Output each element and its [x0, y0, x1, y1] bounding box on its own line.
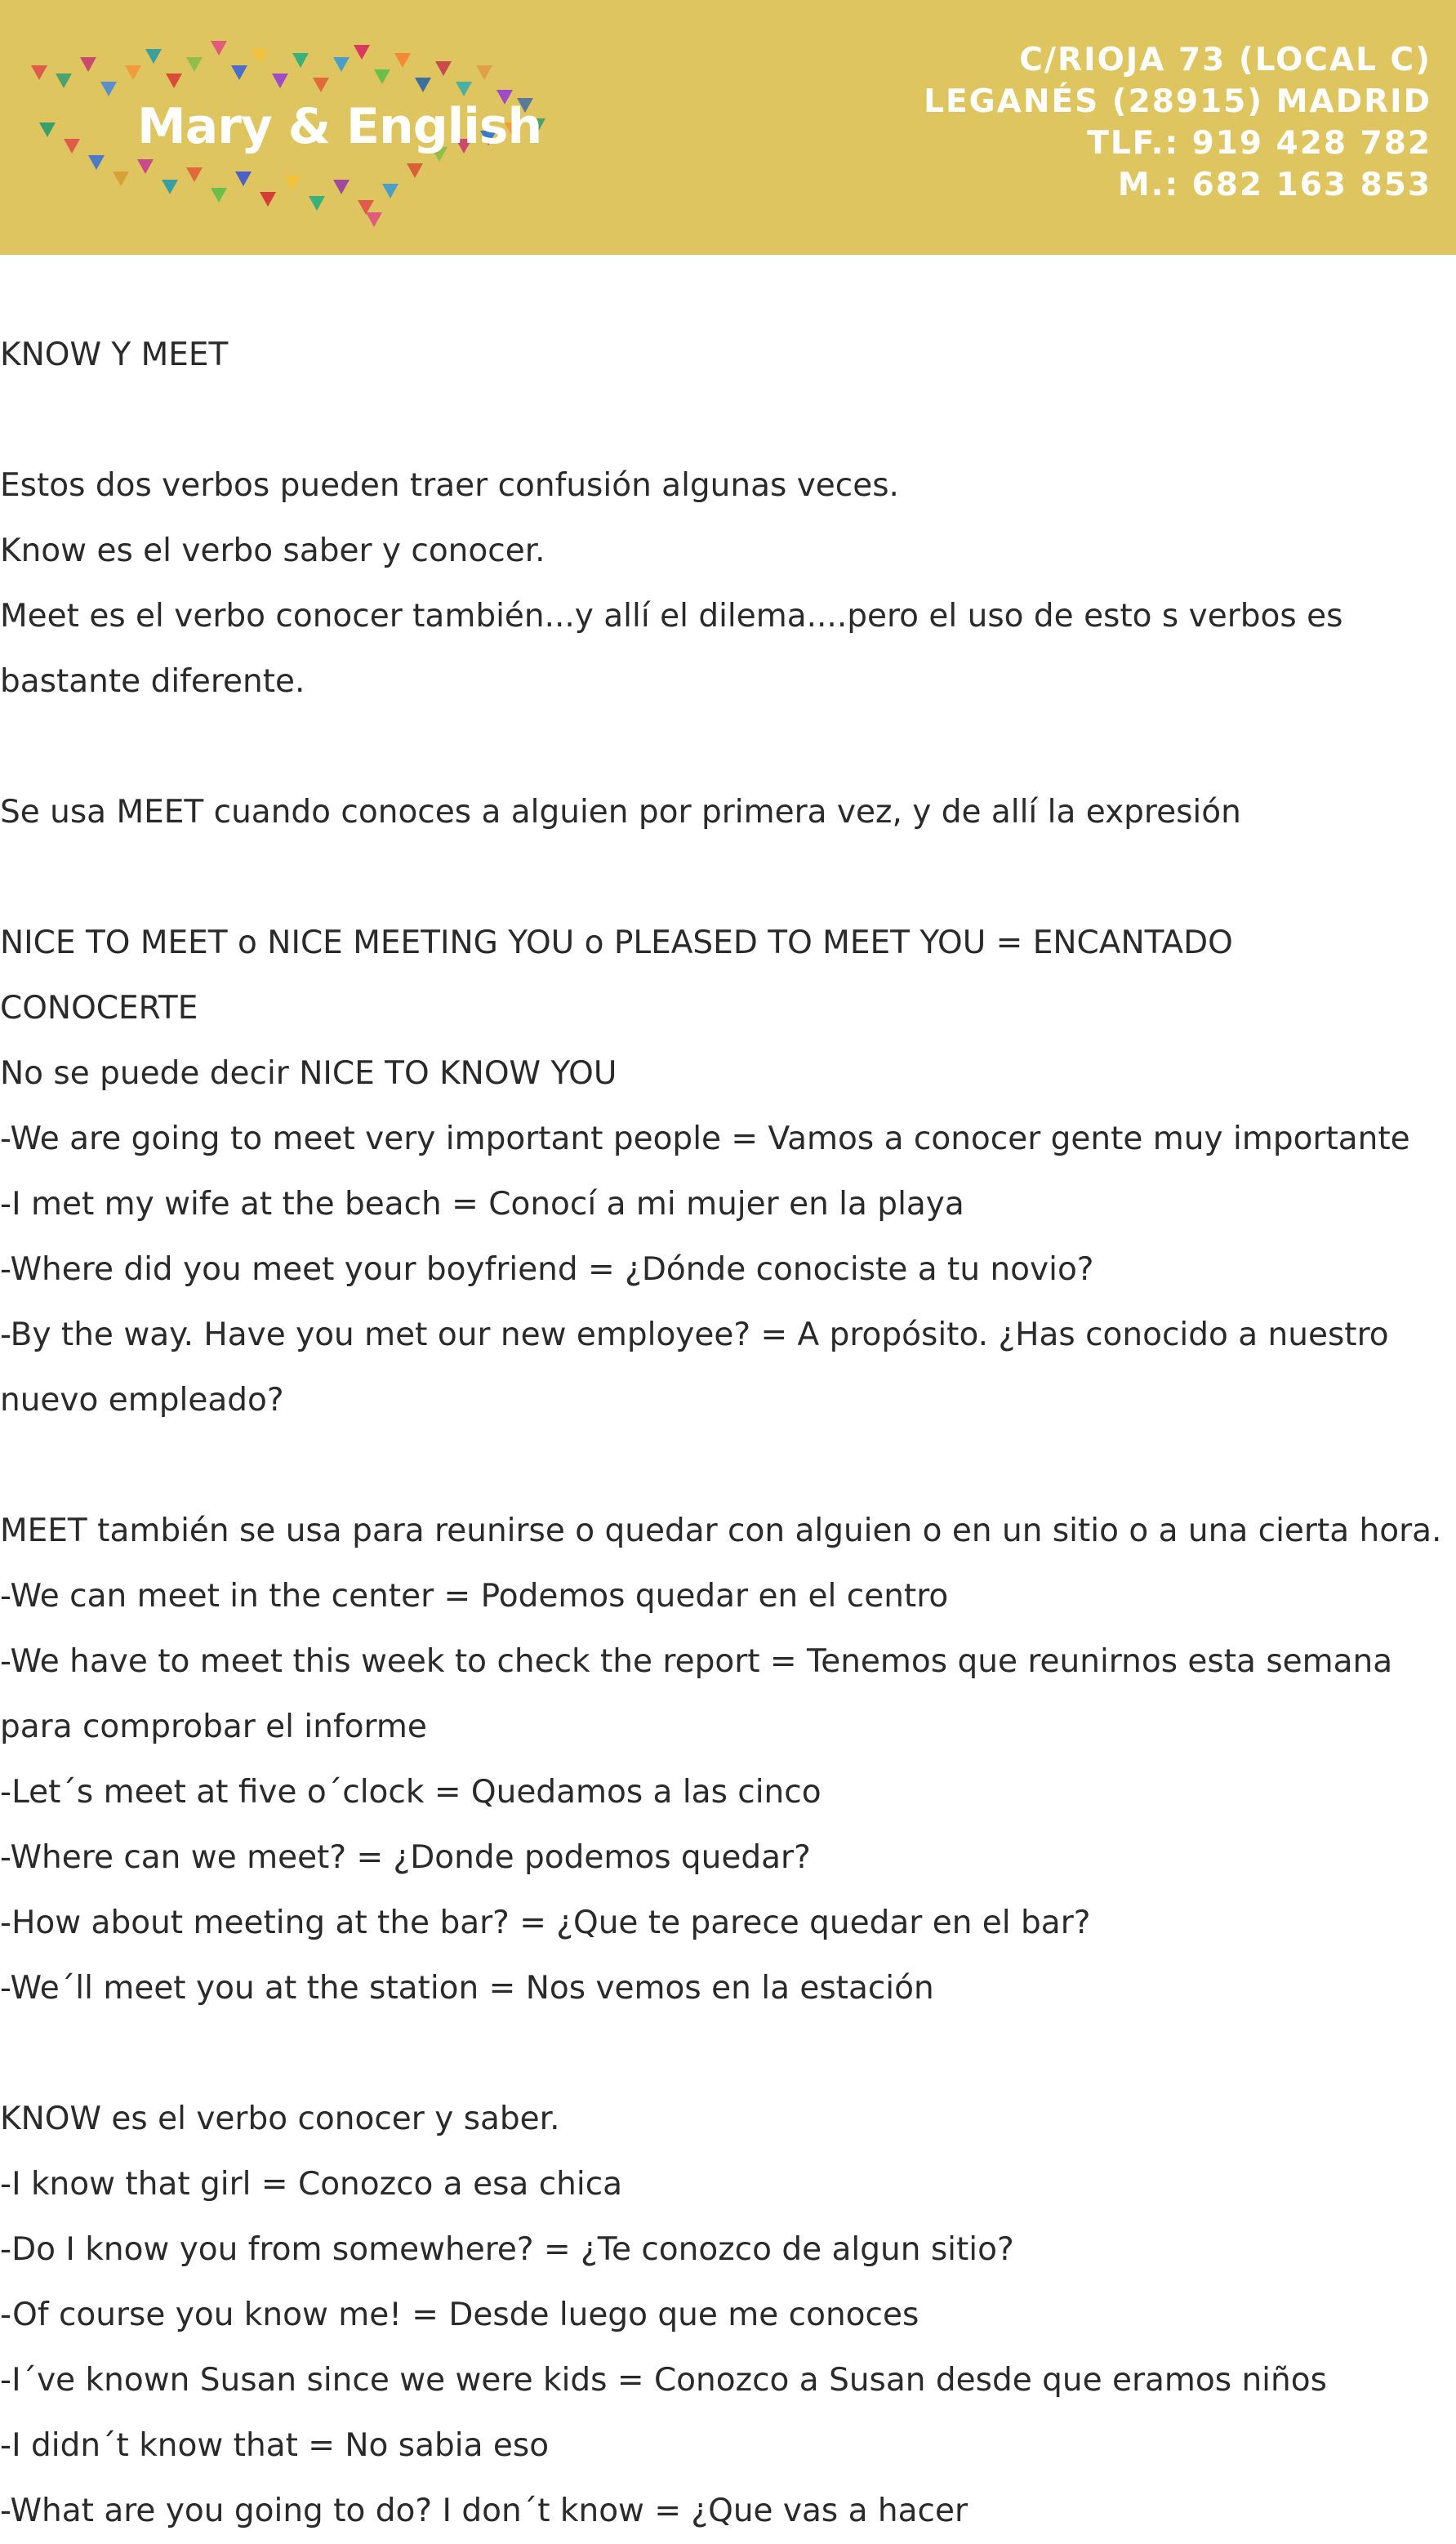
document-title: KNOW Y MEET	[0, 336, 229, 373]
example-line: -We are going to meet very important people = Vamos a conocer gente muy importante	[0, 1121, 1410, 1157]
example-line: No se puede decir NICE TO KNOW YOU	[0, 1055, 617, 1092]
logo-text: Mary & English	[137, 98, 542, 155]
example-line: -How about meeting at the bar? = ¿Que te parece quedar en el bar?	[0, 1905, 1091, 1941]
page-header	[0, 0, 1456, 255]
address-line-1: C/RIOJA 73 (LOCAL C)	[1019, 42, 1432, 78]
example-line: -Where did you meet your boyfriend = ¿Dónde conociste a tu novio?	[0, 1251, 1094, 1288]
example-line: -I know that girl = Conozco a esa chica	[0, 2166, 623, 2203]
mobile-number: M.: 682 163 853	[1117, 167, 1432, 203]
example-line: -I didn´t know that = No sabia eso	[0, 2427, 550, 2464]
example-line: CONOCERTE	[0, 990, 198, 1027]
example-line: -Let´s meet at five o´clock = Quedamos a las cinco	[0, 1774, 822, 1811]
logo	[23, 16, 562, 237]
paragraph-line: Estos dos verbos pueden traer confusión algunas veces.	[0, 467, 899, 504]
example-line: -By the way. Have you met our new employee? = A propósito. ¿Has conocido a nuestro	[0, 1317, 1389, 1353]
address-line-2: LEGANÉS (28915) MADRID	[924, 83, 1432, 120]
example-line: -I´ve known Susan since we were kids = Conozco a Susan desde que eramos niños	[0, 2362, 1327, 2399]
example-line: -What are you going to do? I don´t know = ¿Que vas a hacer	[0, 2493, 968, 2529]
paragraph-line: Se usa MEET cuando conoces a alguien por primera vez, y de allí la expresión	[0, 794, 1241, 831]
example-line: -Do I know you from somewhere? = ¿Te conozco de algun sitio?	[0, 2231, 1014, 2268]
paragraph-line: bastante diferente.	[0, 663, 305, 700]
phone-number: TLF.: 919 428 782	[1087, 125, 1432, 162]
example-line: -Of course you know me! = Desde luego que me conoces	[0, 2297, 919, 2333]
example-line: -Where can we meet? = ¿Donde podemos quedar?	[0, 1839, 811, 1876]
example-line: -We have to meet this week to check the report = Tenemos que reunirnos esta semana	[0, 1643, 1393, 1680]
contact-block	[924, 39, 1432, 206]
spacer	[0, 2021, 1456, 2087]
example-line: KNOW es el verbo conocer y saber.	[0, 2101, 560, 2137]
example-line: para comprobar el informe	[0, 1709, 427, 1745]
spacer	[0, 715, 1456, 780]
paragraph-line: Know es el verbo saber y conocer.	[0, 532, 545, 569]
paragraph-line: Meet es el verbo conocer también...y allí el dilema....pero el uso de esto s verbos es	[0, 598, 1343, 635]
spacer	[0, 1433, 1456, 1499]
example-line: -We can meet in the center = Podemos quedar en el centro	[0, 1578, 949, 1615]
document-body	[0, 323, 1456, 2544]
spacer	[0, 845, 1456, 911]
example-line: nuevo empleado?	[0, 1382, 284, 1419]
example-line: -We´ll meet you at the station = Nos vemos en la estación	[0, 1970, 934, 2007]
example-line: MEET también se usa para reunirse o quedar con alguien o en un sitio o a una cierta hora.	[0, 1513, 1442, 1549]
example-line: NICE TO MEET o NICE MEETING YOU o PLEASED TO MEET YOU = ENCANTADO	[0, 924, 1233, 961]
example-line: -I met my wife at the beach = Conocí a mi mujer en la playa	[0, 1186, 964, 1223]
spacer	[0, 388, 1456, 453]
